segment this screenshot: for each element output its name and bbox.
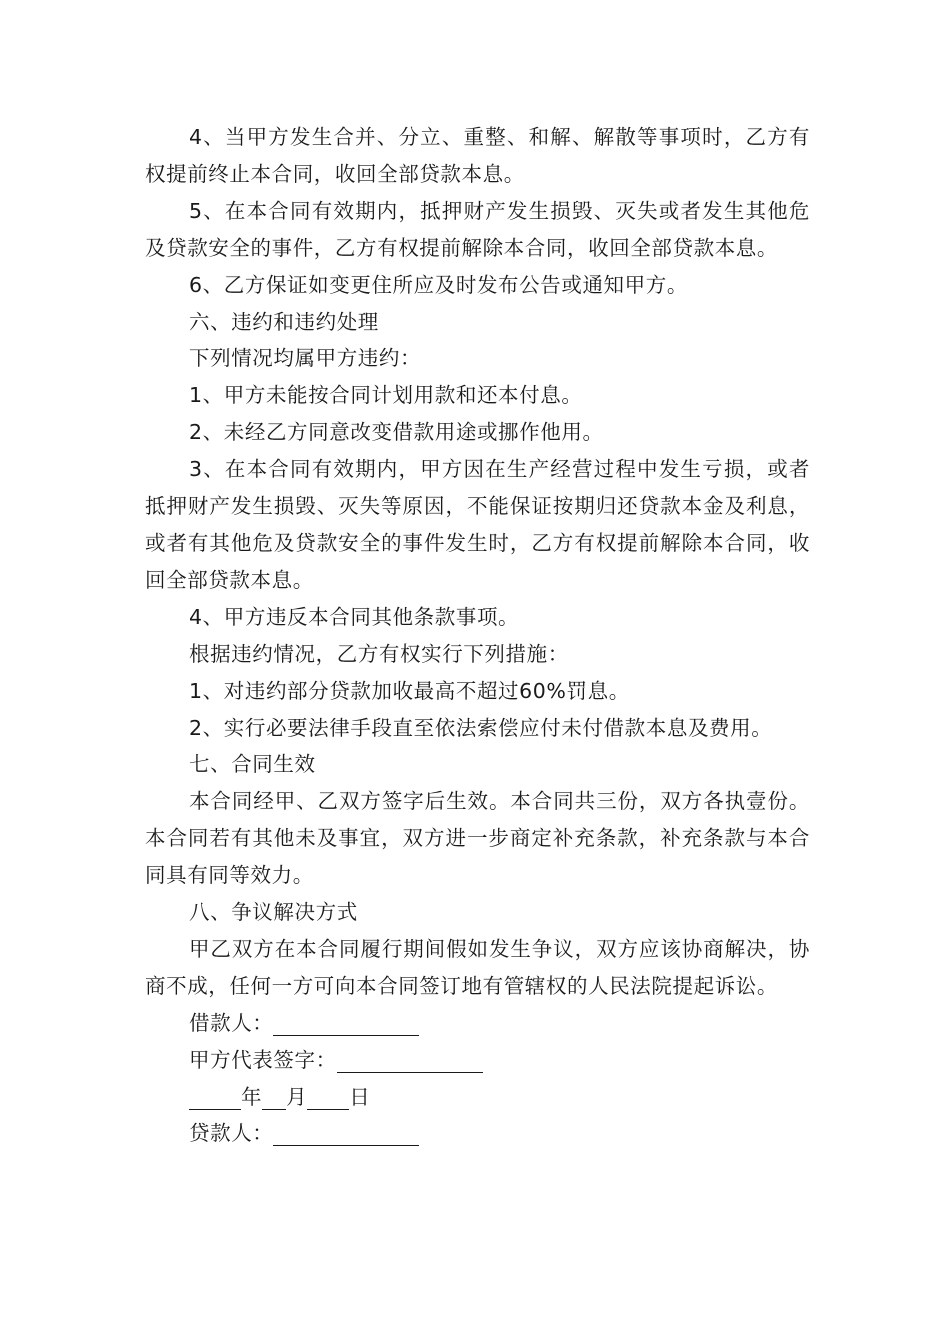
- clause-5-collateral: 5、在本合同有效期内，抵押财产发生损毁、灭失或者发生其他危及贷款安全的事件，乙方有权提前解除本合同，收回全部贷款本息。: [145, 198, 810, 260]
- measures-intro: 根据违约情况，乙方有权实行下列措施：: [189, 641, 569, 666]
- rep-label: 甲方代表签字：: [189, 1047, 337, 1072]
- borrower-signature-line: [145, 1005, 810, 1042]
- breach-item-1: 1、甲方未能按合同计划用款和还本付息。: [189, 383, 583, 408]
- rep-blank: [337, 1046, 483, 1073]
- lender-signature-line: [145, 1115, 810, 1152]
- month-blank: [262, 1083, 286, 1110]
- document-body: [145, 119, 810, 1152]
- rep-signature-line: [145, 1042, 810, 1079]
- breach-item-4: 4、甲方违反本合同其他条款事项。: [189, 604, 520, 629]
- lender-label: 贷款人：: [189, 1121, 274, 1146]
- measure-item-1: 1、对违约部分贷款加收最高不超过60%罚息。: [189, 678, 630, 703]
- day-label: 日: [349, 1084, 371, 1109]
- effectiveness-text: 本合同经甲、乙双方签字后生效。本合同共三份，双方各执壹份。本合同若有其他未及事宜，双方进一步商定补充条款，补充条款与本合同具有同等效力。: [145, 789, 810, 888]
- date-line: [145, 1079, 810, 1116]
- breach-item-2: 2、未经乙方同意改变借款用途或挪作他用。: [189, 420, 604, 445]
- year-label: 年: [241, 1084, 263, 1109]
- breach-item-3: 3、在本合同有效期内，甲方因在生产经营过程中发生亏损，或者抵押财产发生损毁、灭失等原因，不能保证按期归还贷款本金及利息，或者有其他危及贷款安全的事件发生时，乙方有权提前解除本合同，收回全部贷款本息。: [145, 457, 810, 592]
- borrower-label: 借款人：: [189, 1010, 274, 1035]
- day-blank: [307, 1083, 349, 1110]
- measure-item-2: 2、实行必要法律手段直至依法索偿应付未付借款本息及费用。: [189, 715, 773, 740]
- clause-4-termination: 4、当甲方发生合并、分立、重整、和解、解散等事项时，乙方有权提前终止本合同，收回全部贷款本息。: [145, 125, 810, 186]
- borrower-blank: [273, 1009, 419, 1036]
- clause-6-address-change: 6、乙方保证如变更住所应及时发布公告或通知甲方。: [189, 272, 688, 297]
- year-blank: [189, 1083, 241, 1110]
- section-7-heading: 七、合同生效: [189, 752, 316, 777]
- section-6-heading: 六、违约和违约处理: [189, 309, 379, 334]
- dispute-text: 甲乙双方在本合同履行期间假如发生争议，双方应该协商解决，协商不成，任何一方可向本合同签订地有管辖权的人民法院提起诉讼。: [145, 936, 810, 998]
- month-label: 月: [286, 1084, 308, 1109]
- section-8-heading: 八、争议解决方式: [189, 900, 358, 925]
- lender-blank: [273, 1119, 419, 1146]
- breach-intro: 下列情况均属甲方违约：: [189, 346, 422, 371]
